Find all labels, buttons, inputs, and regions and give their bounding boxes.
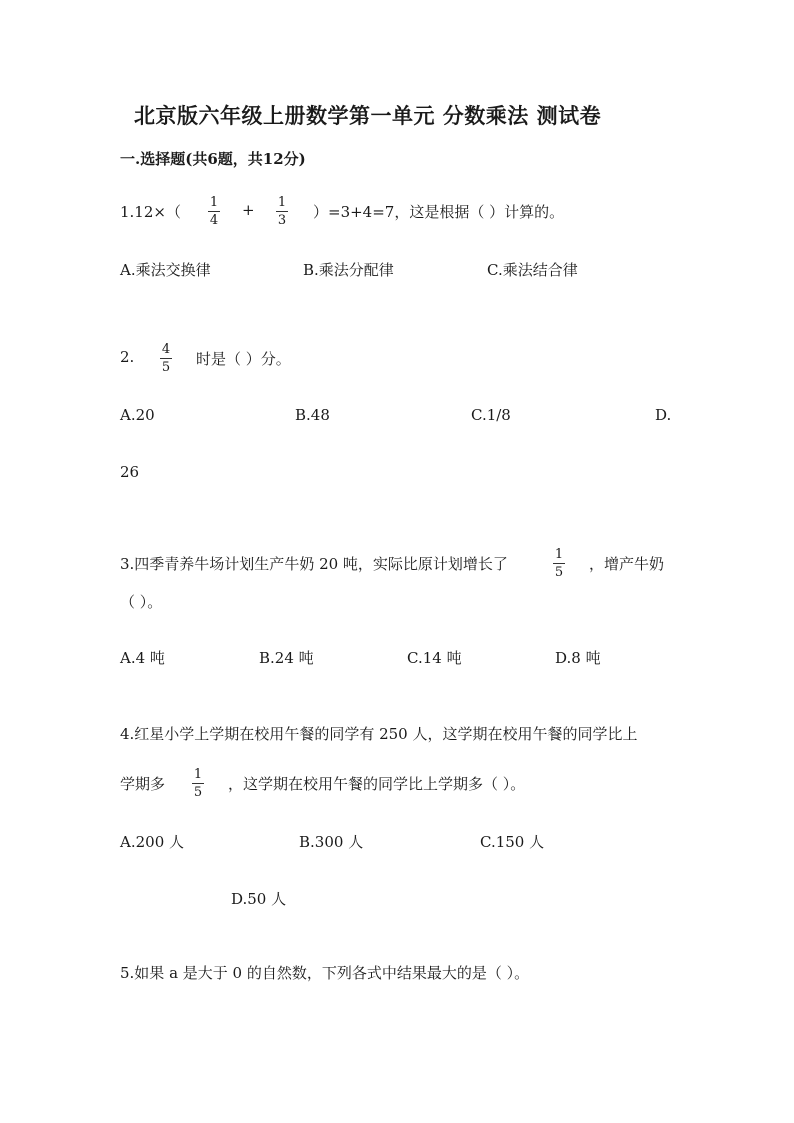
question-1-option-c: C.乘法结合律 (487, 261, 578, 279)
question-4-option-b: B.300 人 (299, 833, 364, 851)
question-3-stem-line2: （ ）。 (120, 593, 163, 611)
fraction-numerator: 1 (209, 195, 219, 210)
question-3-option-a: A.4 吨 (120, 649, 165, 667)
question-2-stem-suffix: 时是（ ）分。 (196, 350, 291, 368)
fraction-numerator: 1 (277, 195, 287, 210)
section-heading: 一.选择题(共6题，共12分) (120, 150, 306, 168)
question-1-fraction-a (208, 195, 220, 228)
fraction-denominator: 3 (277, 213, 287, 228)
question-1-stem-suffix: ）=3+4=7，这是根据（ ）计算的。 (313, 203, 565, 221)
fraction-denominator: 5 (554, 565, 564, 580)
question-2-option-d-value: 26 (120, 463, 140, 481)
question-4-stem-line1: 4.红星小学上学期在校用午餐的同学有 250 人，这学期在校用午餐的同学比上 (120, 725, 638, 743)
fraction-denominator: 4 (209, 213, 219, 228)
fraction-denominator: 5 (193, 785, 203, 800)
question-2-option-d: D. (655, 406, 672, 424)
question-3-option-c: C.14 吨 (407, 649, 462, 667)
question-4-option-a: A.200 人 (120, 833, 184, 851)
question-4-stem-prefix: 学期多 (120, 775, 166, 793)
fraction-bar (208, 211, 220, 212)
question-3-fraction (553, 547, 565, 580)
question-2-option-c: C.1/8 (471, 406, 511, 424)
page-title: 北京版六年级上册数学第一单元 分数乘法 测试卷 (134, 103, 602, 128)
question-2-option-b: B.48 (295, 406, 330, 424)
question-2-fraction (160, 342, 172, 375)
fraction-bar (276, 211, 288, 212)
question-5-stem: 5.如果 a 是大于 0 的自然数，下列各式中结果最大的是（ ）。 (120, 964, 530, 982)
fraction-numerator: 4 (161, 342, 171, 357)
question-4-option-d: D.50 人 (231, 890, 287, 908)
question-2-stem-prefix: 2. (120, 348, 135, 366)
fraction-denominator: 5 (161, 360, 171, 375)
question-3-option-d: D.8 吨 (555, 649, 601, 667)
question-4-stem-suffix: ，这学期在校用午餐的同学比上学期多（ ）。 (228, 775, 526, 793)
question-4-option-c: C.150 人 (480, 833, 545, 851)
question-1-stem-prefix: 1.12×（ (120, 203, 181, 221)
question-2-option-a: A.20 (120, 406, 155, 424)
question-1-option-b: B.乘法分配律 (303, 261, 394, 279)
question-3-option-b: B.24 吨 (259, 649, 314, 667)
fraction-bar (160, 358, 172, 359)
question-1-plus: + (242, 201, 255, 219)
question-1-option-a: A.乘法交换律 (120, 261, 211, 279)
fraction-bar (553, 563, 565, 564)
fraction-numerator: 1 (193, 767, 203, 782)
fraction-bar (192, 783, 204, 784)
question-3-stem-suffix: ，增产牛奶 (589, 555, 665, 573)
question-4-fraction (192, 767, 204, 800)
fraction-numerator: 1 (554, 547, 564, 562)
question-3-stem-prefix: 3.四季青养牛场计划生产牛奶 20 吨，实际比原计划增长了 (120, 555, 508, 573)
question-1-fraction-b (276, 195, 288, 228)
